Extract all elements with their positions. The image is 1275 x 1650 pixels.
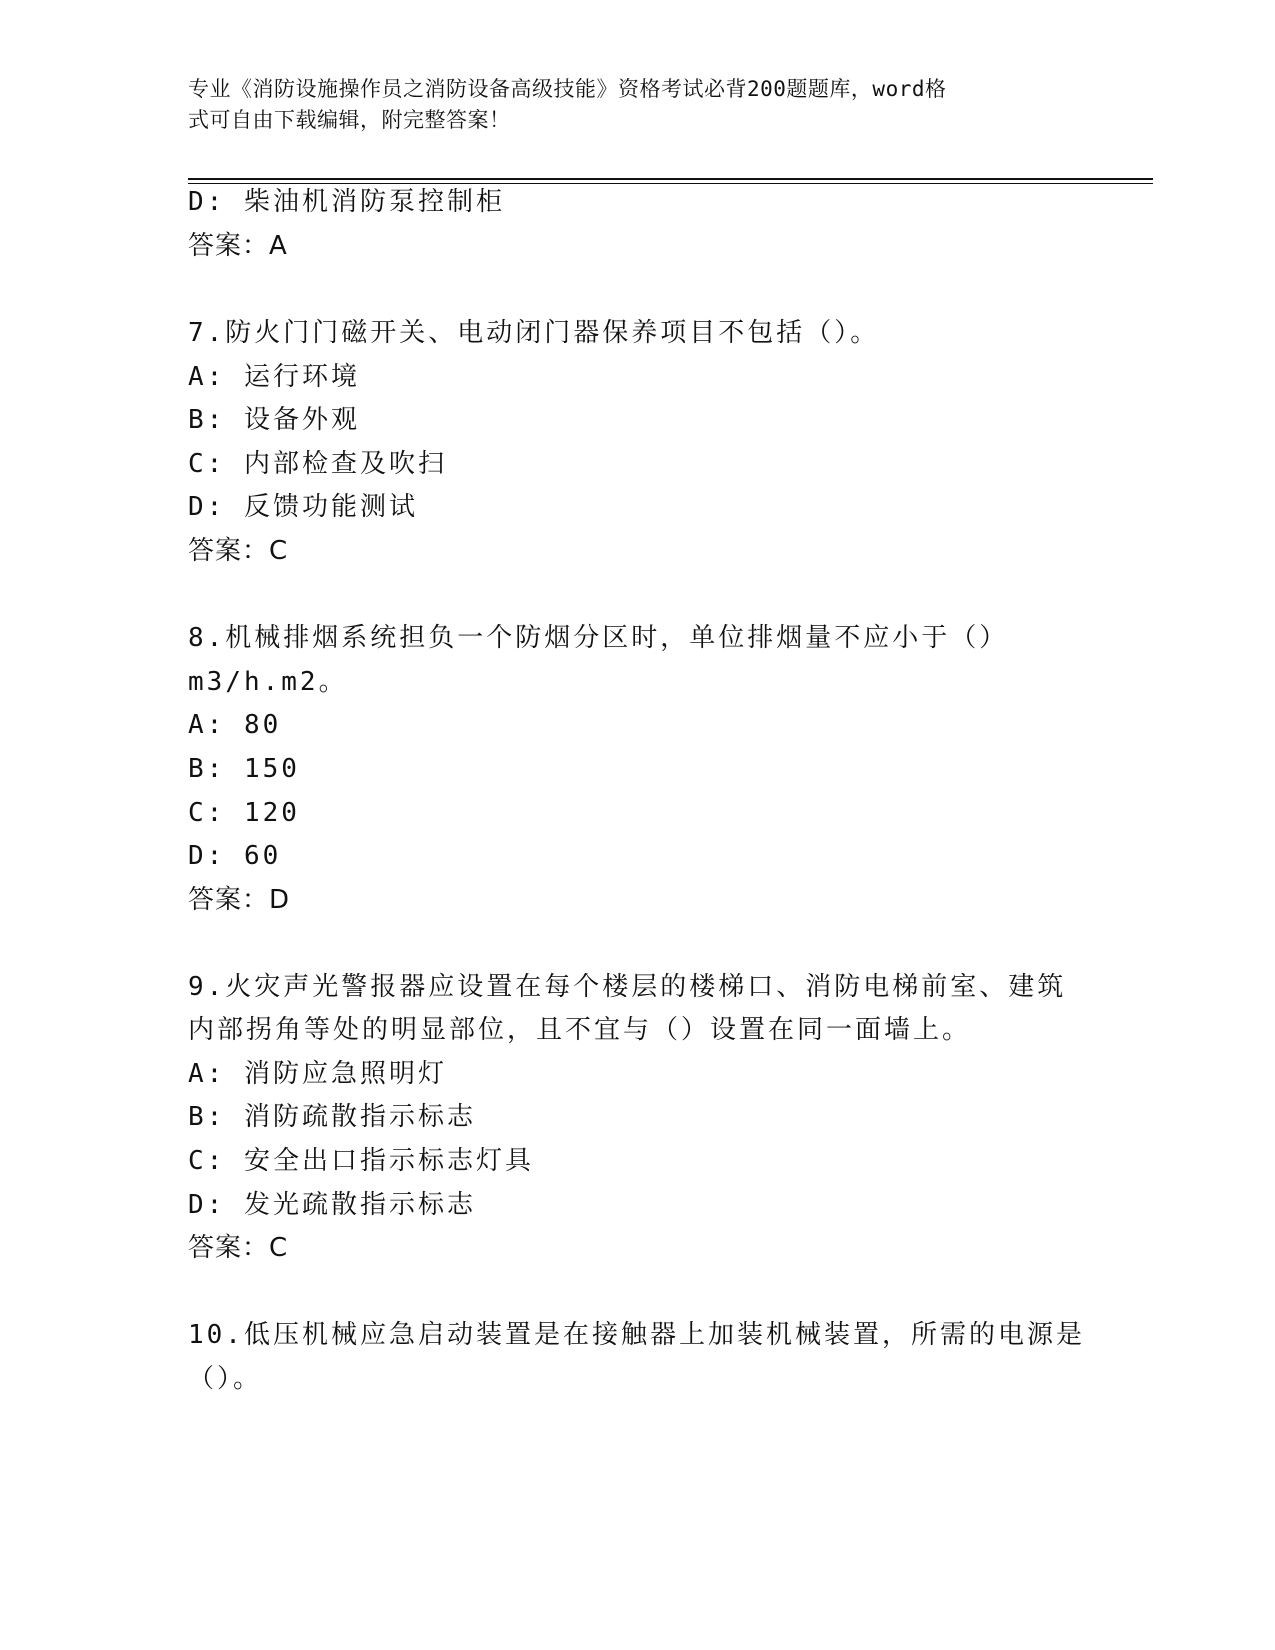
q9-option-c: C: 安全出口指示标志灯具 (188, 1146, 534, 1176)
question-10-line-1: 10.低压机械应急启动装置是在接触器上加装机械装置，所需的电源是 (188, 1320, 1085, 1350)
q8-option-c: C: 120 (188, 798, 300, 828)
question-8-line-2: m3/h.m2。 (188, 667, 348, 697)
q8-answer: 答案：D (188, 885, 291, 915)
question-9-line-2: 内部拐角等处的明显部位，且不宜与（）设置在同一面墙上。 (188, 1015, 972, 1045)
header-rule-thin (188, 183, 1153, 184)
q8-option-a: A: 80 (188, 710, 282, 740)
q7-option-b: B: 设备外观 (188, 405, 360, 435)
q9-answer: 答案：C (188, 1233, 289, 1263)
q7-option-a: A: 运行环境 (188, 362, 360, 392)
header-rule-thick (188, 178, 1153, 180)
q9-option-d: D: 发光疏散指示标志 (188, 1190, 476, 1220)
document-header (188, 74, 1068, 136)
header-line-1: 专业《消防设施操作员之消防设备高级技能》资格考试必背200题题库，word格 (188, 77, 947, 101)
header-line-2: 式可自由下载编辑，附完整答案！ (188, 108, 511, 132)
q7-option-d: D: 反馈功能测试 (188, 492, 418, 522)
question-8-line-1: 8.机械排烟系统担负一个防烟分区时，单位排烟量不应小于（） (188, 623, 1009, 653)
q8-option-b: B: 150 (188, 754, 300, 784)
option-d-previous: D: 柴油机消防泵控制柜 (188, 187, 505, 217)
question-9-line-1: 9.火灾声光警报器应设置在每个楼层的楼梯口、消防电梯前室、建筑 (188, 972, 1067, 1002)
q9-option-b: B: 消防疏散指示标志 (188, 1102, 476, 1132)
q8-option-d: D: 60 (188, 841, 282, 871)
q7-answer: 答案：C (188, 536, 289, 566)
question-10-line-2: （）。 (188, 1364, 263, 1394)
q7-option-c: C: 内部检查及吹扫 (188, 449, 447, 479)
question-7: 7.防火门门磁开关、电动闭门器保养项目不包括（）。 (188, 318, 880, 348)
answer-previous: 答案：A (188, 231, 288, 261)
q9-option-a: A: 消防应急照明灯 (188, 1059, 447, 1089)
